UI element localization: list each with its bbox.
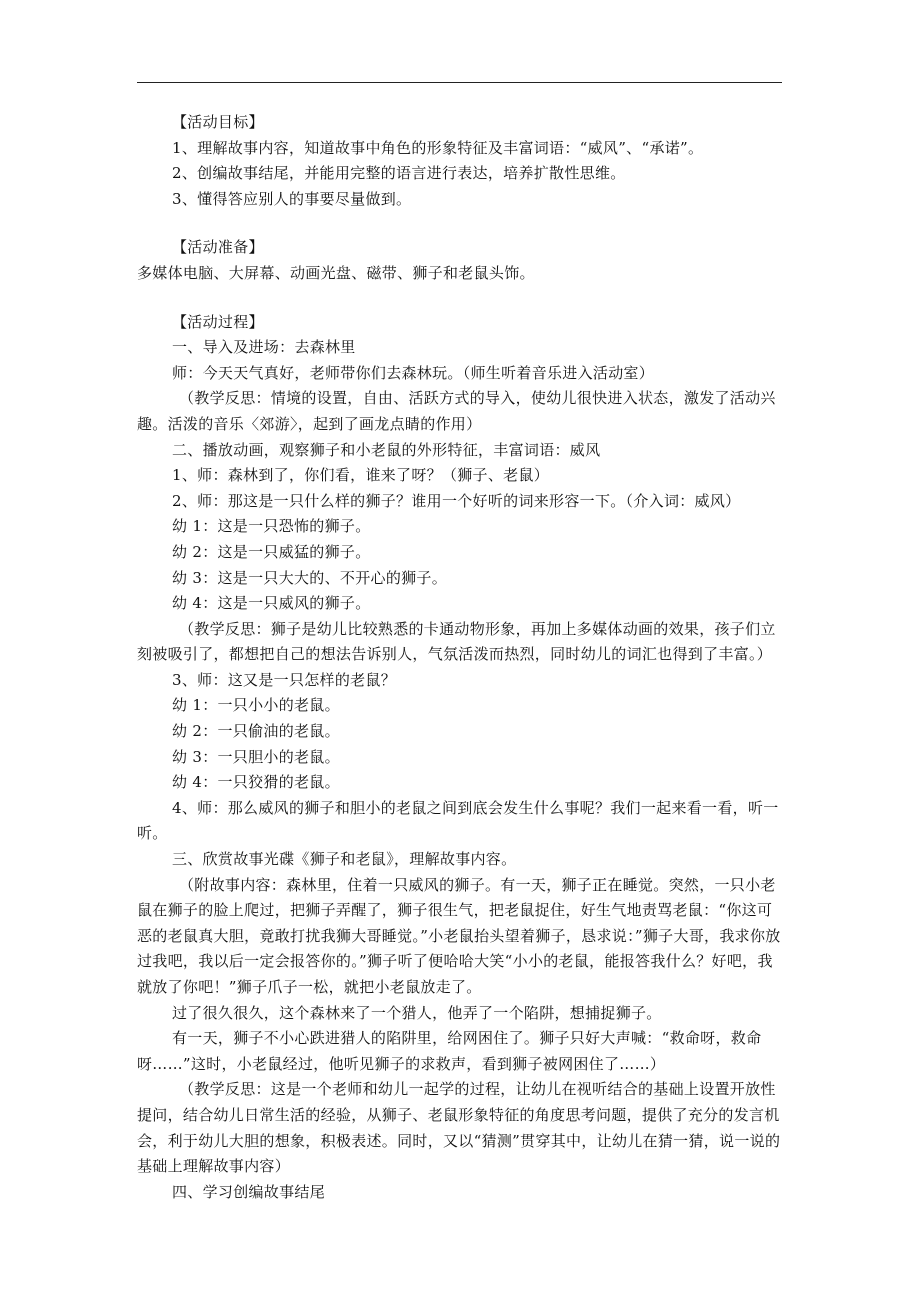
- section-gap: [172, 212, 784, 235]
- process-line: 4、师：那么威风的狮子和胆小的老鼠之间到底会发生什么事呢？我们一起来看一看，听一听。: [137, 798, 779, 843]
- child-answer: 幼 3：这是一只大大的、不开心的狮子。: [172, 568, 448, 587]
- goal-item-1: 1、理解故事内容，知道故事中角色的形象特征及丰富词语：“威风”、“承诺”。: [172, 138, 704, 157]
- child-answer: 幼 4：一只狡猾的老鼠。: [172, 773, 340, 792]
- process-line: 二、播放动画，观察狮子和小老鼠的外形特征，丰富词语：威风: [172, 440, 601, 459]
- preparation-text: 多媒体电脑、大屏幕、动画光盘、磁带、狮子和老鼠头饰。: [137, 263, 535, 282]
- process-line: 三、欣赏故事光碟《狮子和老鼠》，理解故事内容。: [172, 850, 517, 869]
- document-body: [137, 110, 784, 1205]
- process-line: 1、师：森林到了，你们看，谁来了呀？（狮子、老鼠）: [172, 466, 550, 485]
- story-paragraph: 有一天，狮子不小心跌进猎人的陷阱里，给网困住了。狮子只好大声喊：“救命呀，救命呀……”这时，小老鼠经过，他听见狮子的求救声，看到狮子被网困住了……）: [137, 1029, 762, 1073]
- child-answer: 幼 2：这是一只威猛的狮子。: [172, 542, 371, 561]
- goal-item-3: 3、懂得答应别人的事要尽量做到。: [172, 189, 412, 208]
- child-answer: 幼 1：一只小小的老鼠。: [172, 696, 340, 715]
- process-line: 四、学习创编故事结尾: [172, 1182, 326, 1201]
- child-answer: 幼 3：一只胆小的老鼠。: [172, 747, 340, 766]
- process-line: 3、师：这又是一只怎样的老鼠？: [172, 670, 397, 689]
- story-paragraph: （附故事内容：森林里，住着一只威风的狮子。有一天，狮子正在睡觉。突然，一只小老鼠在狮子的脸上爬过，把狮子弄醒了，狮子很生气，把老鼠捉住，好生气地责骂老鼠：“你这可恶的老鼠真大胆，竟敢打扰我狮大哥睡觉。”小老鼠抬头望着狮子，恳求说：”狮子大哥，我求你放过我吧，我以后一定会报答你的。”狮子听了便哈哈大笑“小小的老鼠，能报答我什么？好吧，我就放了你吧！”狮子爪子一松，就把小老鼠放走了。: [137, 875, 781, 996]
- preparation-heading: 【活动准备】: [172, 238, 264, 257]
- process-heading: 【活动过程】: [172, 312, 264, 331]
- goals-heading: 【活动目标】: [172, 113, 264, 131]
- reflection-paragraph: （教学反思：这是一个老师和幼儿一起学的过程，让幼儿在视听结合的基础上设置开放性提问，结合幼儿日常生活的经验，从狮子、老鼠形象特征的角度思考问题，提供了充分的发言机会，利于幼儿大胆的想象，积极表述。同时，又以“猜测”贯穿其中，让幼儿在猜一猜，说一说的基础上理解故事内容）: [137, 1080, 781, 1176]
- header-rule: [137, 82, 782, 83]
- child-answer: 幼 2：一只偷油的老鼠。: [172, 722, 340, 741]
- child-answer: 幼 4：这是一只威风的狮子。: [172, 594, 371, 613]
- story-paragraph: 过了很久很久，这个森林来了一个猎人，他弄了一个陷阱，想捕捉狮子。: [172, 1003, 662, 1022]
- process-line: 2、师：那这是一只什么样的狮子？谁用一个好听的词来形容一下。（介入词：威风）: [172, 491, 741, 510]
- section-gap: [172, 287, 784, 310]
- process-line: 一、导入及进场：去森林里: [172, 338, 356, 357]
- goal-item-2: 2、创编故事结尾，并能用完整的语言进行表达，培养扩散性思维。: [172, 164, 626, 183]
- reflection-paragraph: （教学反思：情境的设置，自由、活跃方式的导入，使幼儿很快进入状态，激发了活动兴趣。活泼的音乐〈郊游〉，起到了画龙点睛的作用）: [137, 389, 776, 433]
- reflection-paragraph: （教学反思：狮子是幼儿比较熟悉的卡通动物形象，再加上多媒体动画的效果，孩子们立刻被吸引了，都想把自己的想法告诉别人，气氛活泼而热烈，同时幼儿的词汇也得到了丰富。）: [137, 619, 776, 664]
- process-line: 师：今天天气真好，老师带你们去森林玩。（师生听着音乐进入活动室）: [172, 363, 655, 382]
- child-answer: 幼 1：这是一只恐怖的狮子。: [172, 517, 371, 536]
